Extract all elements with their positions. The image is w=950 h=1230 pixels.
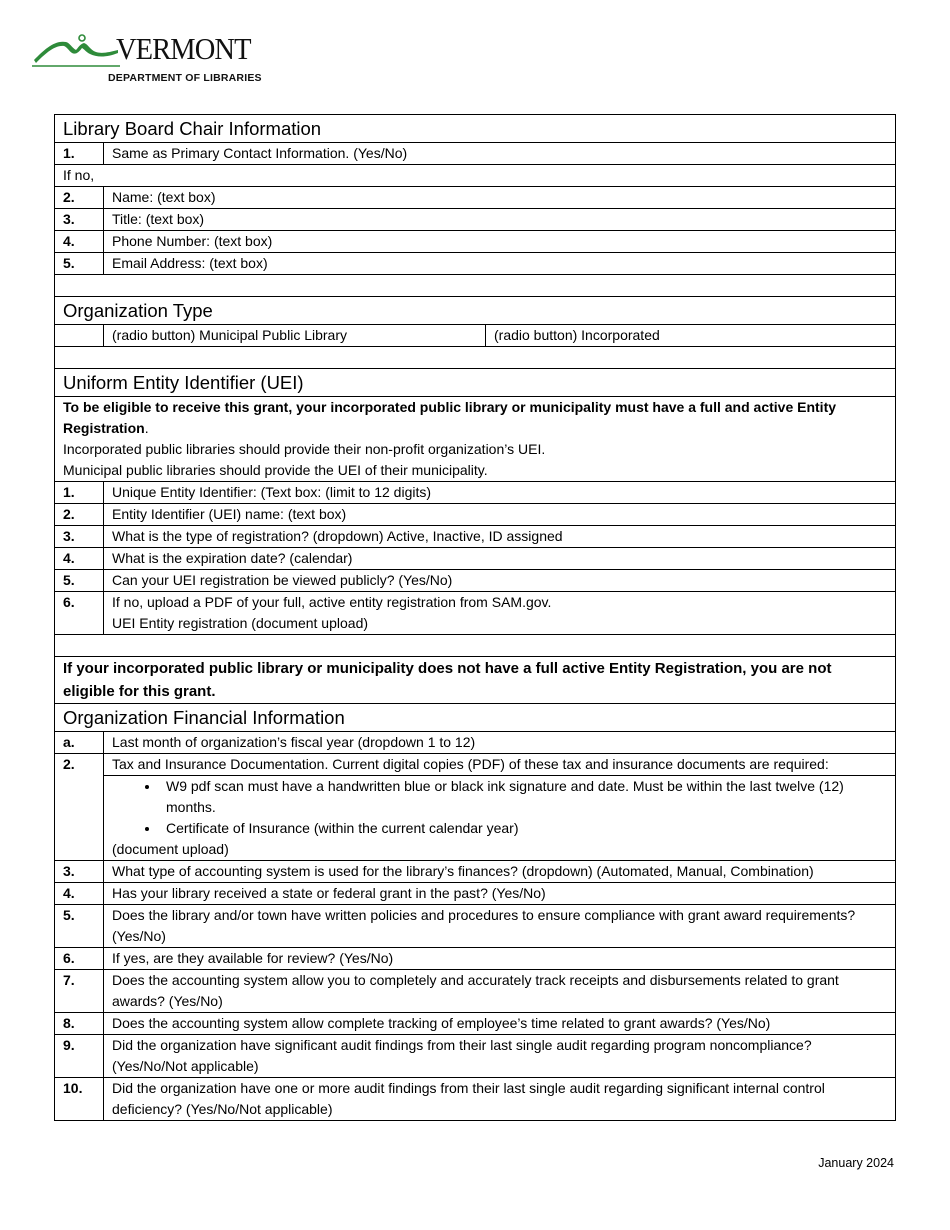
empty-cell (55, 325, 104, 347)
uei-intro-incorporated: Incorporated public libraries should provide their non-profit organization’s UEI. (63, 441, 546, 457)
row-number: 4. (55, 231, 104, 253)
registration-type-dropdown[interactable]: What is the type of registration? (dropdown) Active, Inactive, ID assigned (104, 526, 896, 548)
w9-requirement: • W9 pdf scan must have a handwritten blue or black ink signature and date. Must be within the last twelve (12) months. (160, 776, 887, 818)
document-upload-label: (document upload) (112, 841, 229, 857)
tax-insurance-label: Tax and Insurance Documentation. Current digital copies (PDF) of these tax and insurance documents are required: (104, 754, 896, 776)
section-title-org-type: Organization Type (55, 297, 896, 325)
accounting-system-dropdown[interactable]: What type of accounting system is used for the library’s finances? (dropdown) (Automated, Manual, Combination) (104, 861, 896, 883)
upload-label: UEI Entity registration (document upload) (112, 615, 369, 631)
audit-noncompliance-question[interactable]: Did the organization have significant audit findings from their last single audit regarding program noncompliance? (Yes/No/Not applicable) (104, 1035, 896, 1078)
grant-form-table (54, 114, 896, 1121)
tax-insurance-upload[interactable] (104, 776, 896, 861)
expiration-date-calendar[interactable]: What is the expiration date? (calendar) (104, 548, 896, 570)
uei-name-field[interactable]: Entity Identifier (UEI) name: (text box) (104, 504, 896, 526)
row-number: 1. (55, 482, 104, 504)
track-receipts-question[interactable]: Does the accounting system allow you to completely and accurately track receipts and disbursements related to grant awards? (Yes/No) (104, 970, 896, 1013)
row-number: 3. (55, 526, 104, 548)
vermont-logo (32, 30, 262, 90)
eligibility-warning: If your incorporated public library or municipality does not have a full active Entity Registration, you are not eligible for this grant. (55, 657, 896, 704)
radio-municipal-public-library[interactable]: (radio button) Municipal Public Library (104, 325, 486, 347)
document-requirements-list (112, 776, 887, 839)
same-as-primary-question[interactable]: Same as Primary Contact Information. (Yes/No) (104, 143, 896, 165)
entity-registration-upload[interactable] (104, 592, 896, 635)
section-title-board-chair: Library Board Chair Information (55, 115, 896, 143)
upload-instructions: If no, upload a PDF of your full, active entity registration from SAM.gov. (112, 594, 552, 610)
row-number: 2. (55, 187, 104, 209)
section-title-financial: Organization Financial Information (55, 704, 896, 732)
row-number: 3. (55, 861, 104, 883)
uei-intro-municipal: Municipal public libraries should provide the UEI of their municipality. (63, 462, 488, 478)
insurance-requirement: • Certificate of Insurance (within the current calendar year) (160, 818, 887, 839)
viewed-publicly-question[interactable]: Can your UEI registration be viewed publicly? (Yes/No) (104, 570, 896, 592)
row-number: 5. (55, 905, 104, 948)
internal-control-question[interactable]: Did the organization have one or more audit findings from their last single audit regarding significant internal control deficiency? (Yes/No/Not applicable) (104, 1078, 896, 1121)
row-number: 5. (55, 570, 104, 592)
footer-date: January 2024 (818, 1156, 894, 1170)
policies-review-question[interactable]: If yes, are they available for review? (Yes/No) (104, 948, 896, 970)
if-no-label: If no, (55, 165, 896, 187)
prior-grant-question[interactable]: Has your library received a state or federal grant in the past? (Yes/No) (104, 883, 896, 905)
radio-incorporated[interactable]: (radio button) Incorporated (486, 325, 896, 347)
uei-intro (55, 397, 896, 482)
spacer-row (55, 347, 896, 369)
row-number: 8. (55, 1013, 104, 1035)
uei-identifier-field[interactable]: Unique Entity Identifier: (Text box: (limit to 12 digits) (104, 482, 896, 504)
employee-time-question[interactable]: Does the accounting system allow complete tracking of employee’s time related to grant awards? (Yes/No) (104, 1013, 896, 1035)
section-title-uei: Uniform Entity Identifier (UEI) (55, 369, 896, 397)
row-number: 3. (55, 209, 104, 231)
spacer-row (55, 635, 896, 657)
row-number: 4. (55, 548, 104, 570)
row-number: 1. (55, 143, 104, 165)
fiscal-month-dropdown[interactable]: Last month of organization’s fiscal year (dropdown 1 to 12) (104, 732, 896, 754)
row-number: 9. (55, 1035, 104, 1078)
row-number: 4. (55, 883, 104, 905)
row-number: 10. (55, 1078, 104, 1121)
spacer-row (55, 275, 896, 297)
row-number: 2. (55, 754, 104, 861)
row-number: a. (55, 732, 104, 754)
logo-wordmark: VERMONT (116, 31, 251, 66)
uei-eligibility-note: To be eligible to receive this grant, your incorporated public library or municipality must have a full and active Entity Registration (63, 399, 837, 436)
row-number: 7. (55, 970, 104, 1013)
row-number: 6. (55, 948, 104, 970)
row-number: 6. (55, 592, 104, 635)
mountain-logo-icon (32, 30, 122, 70)
email-field[interactable]: Email Address: (text box) (104, 253, 896, 275)
row-number: 5. (55, 253, 104, 275)
uei-intro-period: . (144, 420, 149, 436)
phone-field[interactable]: Phone Number: (text box) (104, 231, 896, 253)
logo-department: DEPARTMENT OF LIBRARIES (108, 72, 262, 84)
name-field[interactable]: Name: (text box) (104, 187, 896, 209)
title-field[interactable]: Title: (text box) (104, 209, 896, 231)
written-policies-question[interactable]: Does the library and/or town have written policies and procedures to ensure compliance with grant award requirements? (Yes/No) (104, 905, 896, 948)
row-number: 2. (55, 504, 104, 526)
